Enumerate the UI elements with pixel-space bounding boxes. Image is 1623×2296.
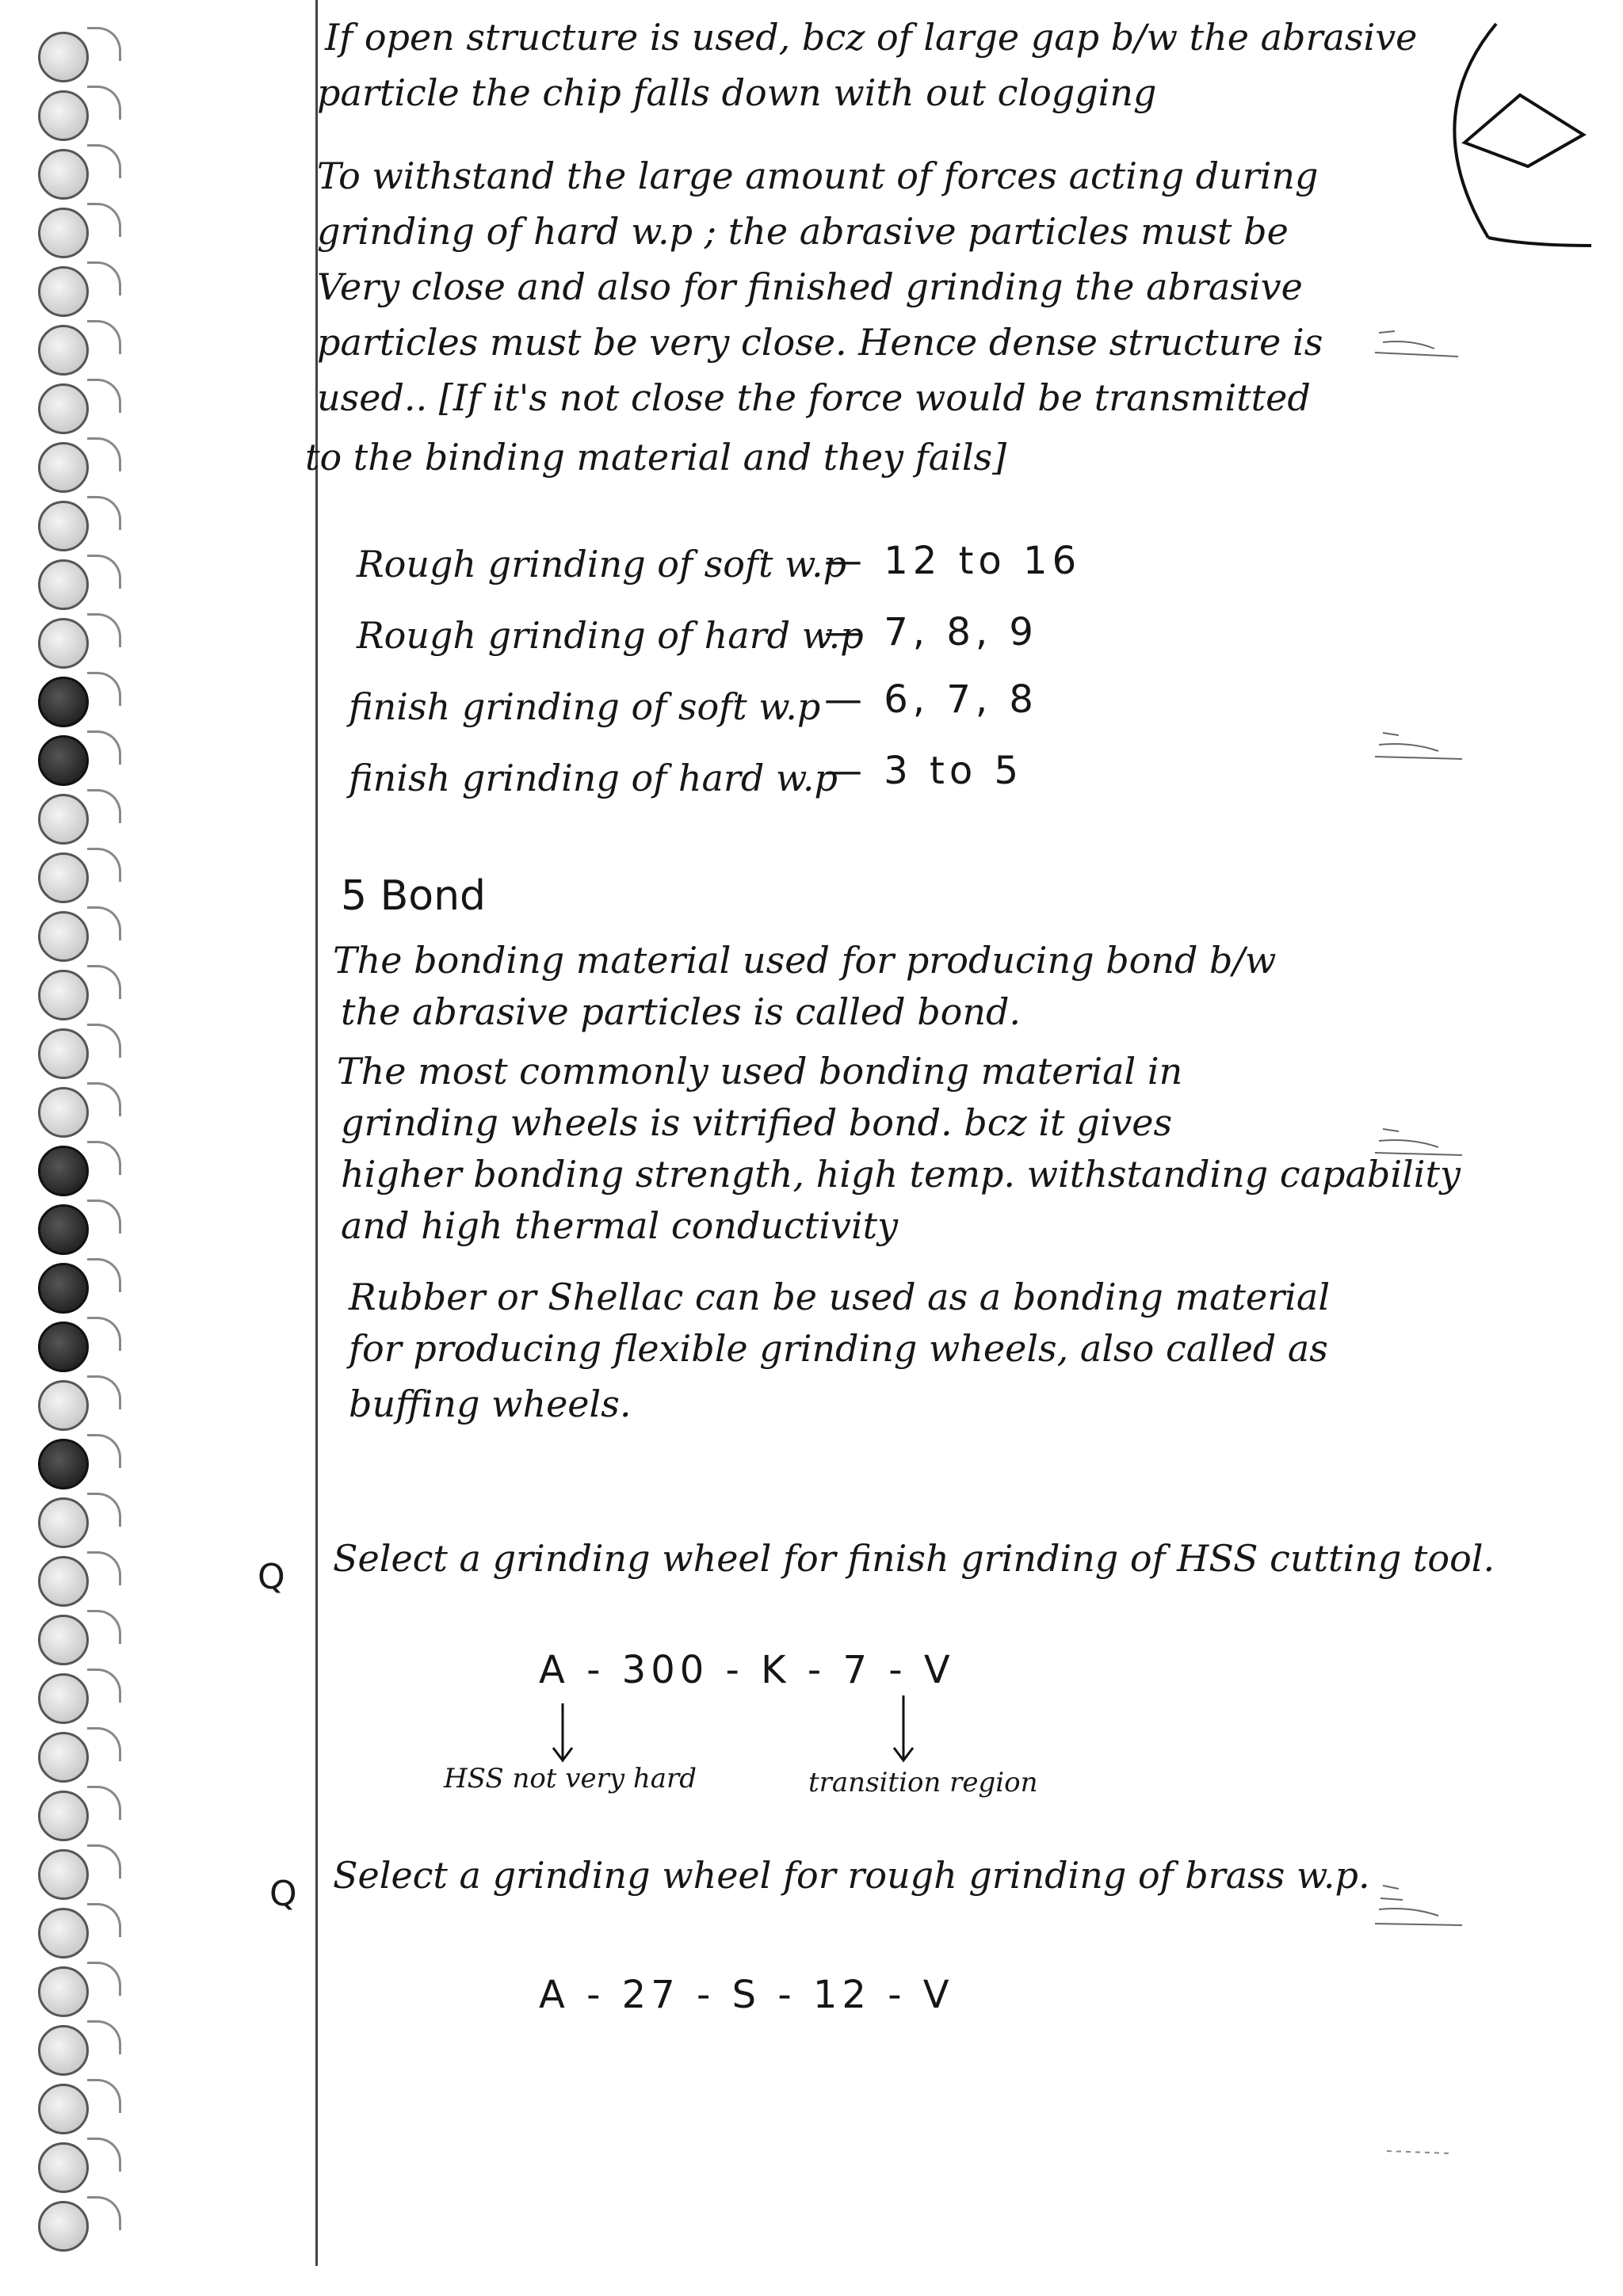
binding-hole	[38, 266, 89, 317]
scribble-icon	[1379, 2131, 1458, 2163]
binding-wire	[87, 672, 121, 706]
binding-hole	[38, 2084, 89, 2134]
structure-row-value: — 3 to 5	[824, 749, 1024, 793]
annotation: HSS not very hard	[444, 1763, 697, 1794]
scribble-icon	[1371, 1878, 1466, 1933]
binding-hole	[38, 1146, 89, 1196]
binding-wire	[87, 86, 121, 120]
binding-wire	[87, 1962, 121, 1996]
binding-wire	[87, 730, 121, 765]
structure-row-label: Rough grinding of soft w.p	[357, 543, 847, 585]
binding-wire	[87, 496, 121, 530]
binding-wire	[87, 2020, 121, 2054]
text-line: particle the chip falls down with out clogging	[317, 71, 1157, 114]
binding-hole	[38, 1615, 89, 1665]
arrow-down-icon	[888, 1695, 919, 1767]
binding-hole	[38, 325, 89, 376]
binding-wire	[87, 144, 121, 178]
binding-wire	[87, 1434, 121, 1468]
question-mark: Q	[258, 1557, 285, 1597]
binding-wire	[87, 203, 121, 237]
binding-hole	[38, 677, 89, 727]
binding-hole	[38, 1732, 89, 1783]
question-mark: Q	[269, 1874, 297, 1914]
binding-wire	[87, 2138, 121, 2172]
binding-hole	[38, 1028, 89, 1079]
question-text: Select a grinding wheel for rough grinding of brass w.p.	[333, 1854, 1370, 1897]
text-line: Rubber or Shellac can be used as a bonding material	[349, 1276, 1331, 1318]
binding-hole	[38, 1556, 89, 1607]
binding-hole	[38, 1791, 89, 1841]
binding-hole	[38, 501, 89, 551]
text-line: buffing wheels.	[349, 1383, 632, 1425]
structure-row-label: finish grinding of hard w.p	[349, 757, 838, 799]
binding-wire	[87, 2079, 121, 2113]
binding-wire	[87, 320, 121, 354]
text-line: The bonding material used for producing bond b/w	[333, 939, 1277, 982]
binding-hole	[38, 1849, 89, 1900]
binding-hole	[38, 1322, 89, 1372]
scribble-icon	[1371, 721, 1466, 769]
arrow-down-icon	[547, 1703, 579, 1767]
binding-hole	[38, 1204, 89, 1255]
binding-wire	[87, 789, 121, 823]
binding-wire	[87, 1493, 121, 1527]
binding-wire	[87, 965, 121, 999]
binding-wire	[87, 1199, 121, 1234]
structure-row-value: — 7, 8, 9	[824, 610, 1038, 654]
binding-wire	[87, 1082, 121, 1116]
spiral-binding	[38, 32, 149, 2266]
binding-wire	[87, 906, 121, 940]
text-line: for producing flexible grinding wheels, also called as	[349, 1327, 1328, 1370]
structure-row-value: — 12 to 16	[824, 539, 1082, 583]
binding-wire	[87, 613, 121, 647]
binding-wire	[87, 1669, 121, 1703]
binding-wire	[87, 1375, 121, 1409]
binding-wire	[87, 1610, 121, 1644]
binding-wire	[87, 2196, 121, 2230]
binding-hole	[38, 1263, 89, 1314]
binding-hole	[38, 442, 89, 493]
text-line: The most commonly used bonding material in	[337, 1050, 1183, 1093]
binding-hole	[38, 1439, 89, 1489]
text-line: and high thermal conductivity	[341, 1204, 899, 1247]
binding-wire	[87, 1141, 121, 1175]
text-line: the abrasive particles is called bond.	[341, 990, 1022, 1033]
binding-wire	[87, 1258, 121, 1292]
structure-row-label: finish grinding of soft w.p	[349, 685, 821, 728]
wheel-designation: A - 300 - K - 7 - V	[539, 1648, 955, 1692]
binding-hole	[38, 90, 89, 141]
section-heading: 5 Bond	[341, 872, 487, 920]
binding-hole	[38, 149, 89, 200]
binding-hole	[38, 2142, 89, 2193]
binding-wire	[87, 1024, 121, 1058]
binding-wire	[87, 1844, 121, 1878]
binding-wire	[87, 1786, 121, 1820]
binding-hole	[38, 1497, 89, 1548]
binding-hole	[38, 32, 89, 82]
binding-wire	[87, 437, 121, 471]
binding-hole	[38, 1966, 89, 2017]
text-line: grinding wheels is vitrified bond. bcz it gives	[341, 1101, 1173, 1144]
binding-hole	[38, 794, 89, 845]
text-line: To withstand the large amount of forces acting during	[317, 154, 1319, 197]
structure-row-value: — 6, 7, 8	[824, 677, 1038, 722]
binding-wire	[87, 848, 121, 882]
wheel-designation: A - 27 - S - 12 - V	[539, 1973, 954, 2017]
binding-wire	[87, 1903, 121, 1937]
binding-wire	[87, 261, 121, 296]
binding-hole	[38, 1380, 89, 1431]
binding-hole	[38, 2025, 89, 2076]
binding-hole	[38, 852, 89, 903]
text-line: If open structure is used, bcz of large gap b/w the abrasive	[325, 16, 1418, 59]
binding-wire	[87, 1317, 121, 1351]
structure-row-label: Rough grinding of hard w.p	[357, 614, 864, 657]
binding-wire	[87, 27, 121, 61]
text-line: higher bonding strength, high temp. withstanding capability	[341, 1153, 1461, 1196]
text-line: particles must be very close. Hence dense structure is	[317, 321, 1323, 364]
binding-hole	[38, 911, 89, 962]
binding-hole	[38, 383, 89, 434]
wheel-sketch-icon	[1401, 8, 1607, 261]
binding-wire	[87, 555, 121, 589]
text-line: to the binding material and they fails]	[305, 436, 1007, 479]
binding-hole	[38, 970, 89, 1020]
annotation: transition region	[808, 1767, 1038, 1798]
text-line: Very close and also for finished grinding the abrasive	[317, 265, 1303, 308]
scribble-icon	[1371, 317, 1466, 364]
text-line: grinding of hard w.p ; the abrasive particles must be	[317, 210, 1289, 253]
binding-hole	[38, 1673, 89, 1724]
binding-hole	[38, 1908, 89, 1958]
text-line: used.. [If it's not close the force would be transmitted	[317, 376, 1311, 419]
binding-hole	[38, 735, 89, 786]
binding-wire	[87, 379, 121, 413]
scribble-icon	[1371, 1117, 1466, 1165]
binding-hole	[38, 208, 89, 258]
question-text: Select a grinding wheel for finish grinding of HSS cutting tool.	[333, 1537, 1495, 1580]
binding-wire	[87, 1727, 121, 1761]
binding-hole	[38, 2201, 89, 2252]
binding-wire	[87, 1551, 121, 1585]
binding-hole	[38, 618, 89, 669]
binding-hole	[38, 559, 89, 610]
binding-hole	[38, 1087, 89, 1138]
